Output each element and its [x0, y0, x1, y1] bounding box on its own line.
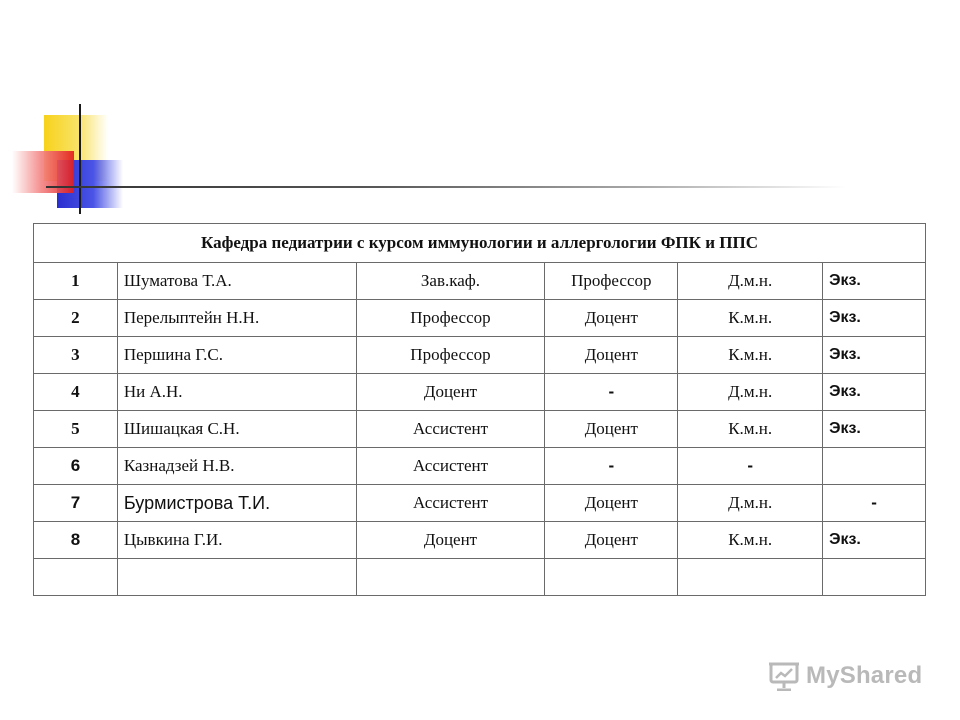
- table-title: Кафедра педиатрии с курсом иммунологии и аллергологии ФПК и ППС: [34, 224, 926, 263]
- decorative-header-graphic: [0, 0, 960, 230]
- exam-mark: [823, 448, 926, 485]
- exam-mark: Экз.: [823, 411, 926, 448]
- academic-degree: -: [678, 448, 823, 485]
- academic-rank: Доцент: [545, 485, 678, 522]
- table-row: [34, 374, 926, 411]
- staff-name: Цывкина Г.И.: [117, 522, 356, 559]
- staff-position: Доцент: [356, 374, 545, 411]
- exam-mark: Экз.: [823, 300, 926, 337]
- table-row-empty: [34, 559, 926, 596]
- vertical-rule: [79, 104, 81, 214]
- staff-position: Профессор: [356, 337, 545, 374]
- row-number: 8: [34, 522, 118, 559]
- academic-rank: Доцент: [545, 300, 678, 337]
- staff-table: [33, 223, 926, 596]
- academic-degree: К.м.н.: [678, 337, 823, 374]
- table-row: [34, 448, 926, 485]
- staff-position: Зав.каф.: [356, 263, 545, 300]
- academic-degree: Д.м.н.: [678, 485, 823, 522]
- table-row: [34, 300, 926, 337]
- watermark-text: MyShared: [806, 662, 923, 689]
- table-row: [34, 485, 926, 522]
- academic-degree: К.м.н.: [678, 411, 823, 448]
- myshared-watermark: [768, 656, 922, 696]
- horizontal-rule: [46, 186, 846, 188]
- staff-name: Казнадзей Н.В.: [117, 448, 356, 485]
- staff-position: Ассистент: [356, 411, 545, 448]
- academic-rank: Профессор: [545, 263, 678, 300]
- table-header-row: [34, 224, 926, 263]
- academic-degree: Д.м.н.: [678, 374, 823, 411]
- staff-name: Шишацкая С.Н.: [117, 411, 356, 448]
- academic-rank: Доцент: [545, 522, 678, 559]
- academic-degree: К.м.н.: [678, 522, 823, 559]
- table-row: [34, 337, 926, 374]
- table-row: [34, 263, 926, 300]
- academic-degree: К.м.н.: [678, 300, 823, 337]
- row-number: 3: [34, 337, 118, 374]
- empty-cell: [356, 559, 545, 596]
- staff-position: Ассистент: [356, 448, 545, 485]
- exam-mark: Экз.: [823, 522, 926, 559]
- staff-position: Доцент: [356, 522, 545, 559]
- empty-cell: [823, 559, 926, 596]
- row-number: 5: [34, 411, 118, 448]
- exam-mark: -: [823, 485, 926, 522]
- staff-position: Профессор: [356, 300, 545, 337]
- row-number: 1: [34, 263, 118, 300]
- row-number: 6: [34, 448, 118, 485]
- table-row: [34, 522, 926, 559]
- row-number: 7: [34, 485, 118, 522]
- row-number: 4: [34, 374, 118, 411]
- table-row: [34, 411, 926, 448]
- empty-cell: [34, 559, 118, 596]
- exam-mark: Экз.: [823, 263, 926, 300]
- staff-name: Бурмистрова Т.И.: [117, 485, 356, 522]
- staff-name: Першина Г.С.: [117, 337, 356, 374]
- presentation-board-icon: [768, 661, 800, 691]
- academic-degree: Д.м.н.: [678, 263, 823, 300]
- academic-rank: -: [545, 374, 678, 411]
- staff-name: Перелыптейн Н.Н.: [117, 300, 356, 337]
- empty-cell: [117, 559, 356, 596]
- empty-cell: [678, 559, 823, 596]
- exam-mark: Экз.: [823, 374, 926, 411]
- empty-cell: [545, 559, 678, 596]
- staff-name: Ни А.Н.: [117, 374, 356, 411]
- staff-position: Ассистент: [356, 485, 545, 522]
- exam-mark: Экз.: [823, 337, 926, 374]
- row-number: 2: [34, 300, 118, 337]
- academic-rank: -: [545, 448, 678, 485]
- staff-name: Шуматова Т.А.: [117, 263, 356, 300]
- academic-rank: Доцент: [545, 411, 678, 448]
- academic-rank: Доцент: [545, 337, 678, 374]
